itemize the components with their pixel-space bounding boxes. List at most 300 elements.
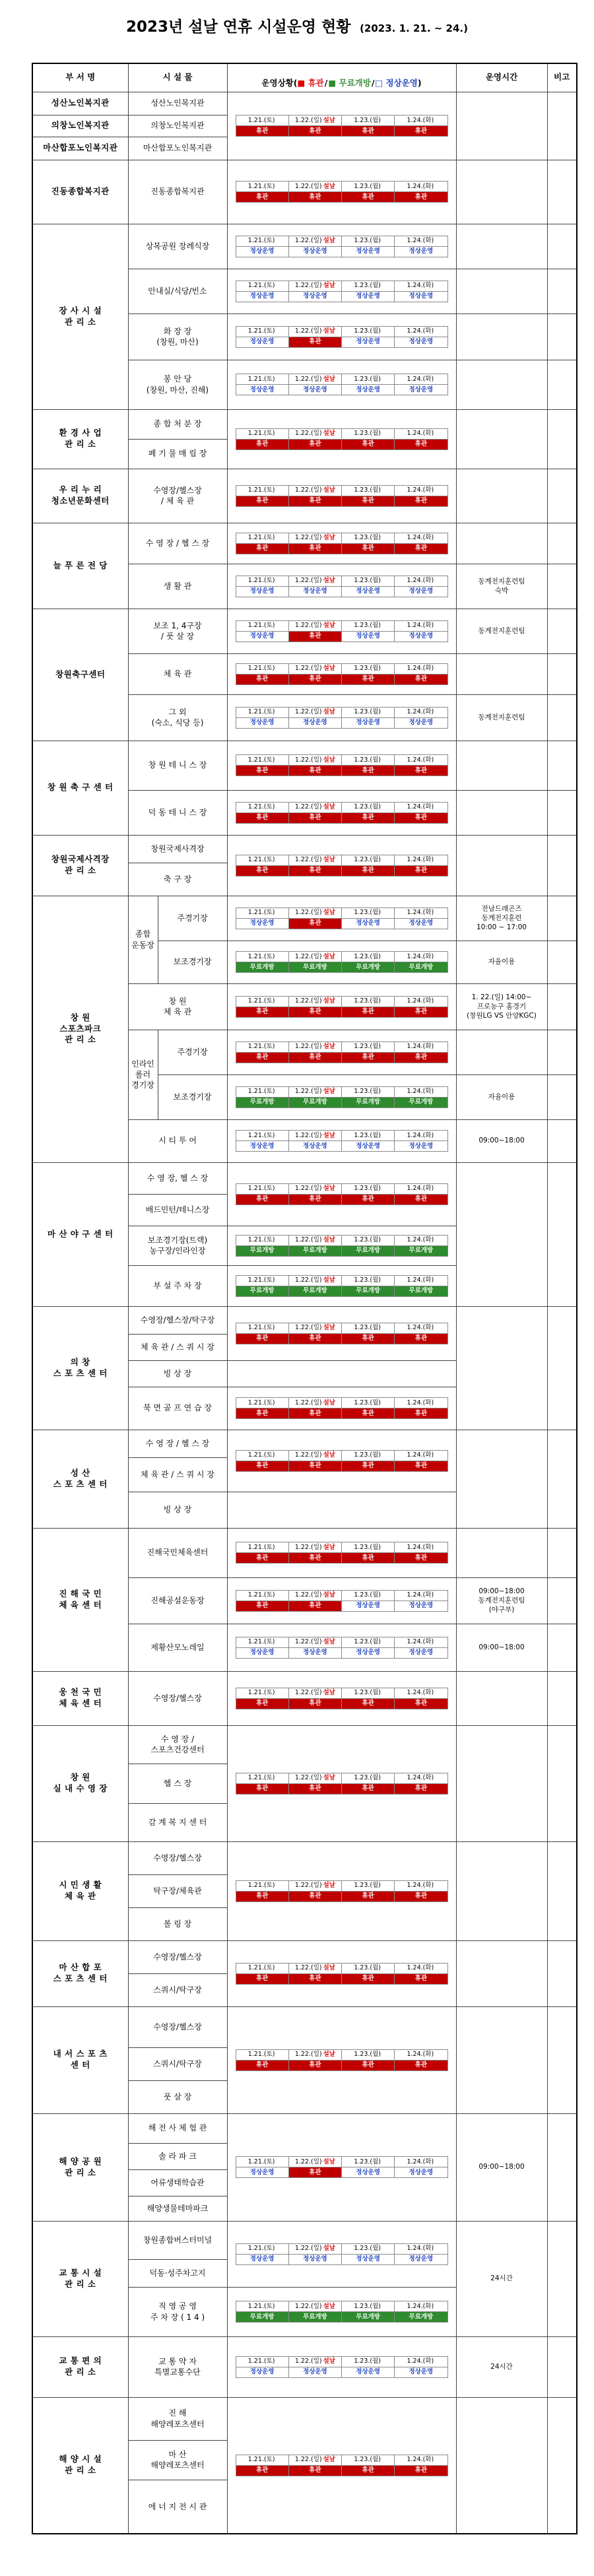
day-date-row (236, 1590, 447, 1601)
day-date-cell (288, 116, 341, 126)
day-date-cell (288, 1773, 341, 1783)
day-date: 1.24.(화) (407, 952, 434, 960)
day-date-row (236, 1637, 447, 1647)
status-chip: 무료개방 (342, 1097, 395, 1107)
day-date: 1.23.(월) (354, 282, 381, 289)
status-chip: 무료개방 (342, 1245, 395, 1256)
day-date: 1.24.(화) (407, 1591, 434, 1599)
holiday-tag: 설날 (323, 952, 335, 960)
header-status (227, 63, 456, 92)
day-date-cell (342, 996, 395, 1007)
day-date-row (236, 576, 447, 586)
day-date: 1.21.(토) (248, 430, 275, 437)
status-chip: 휴관 (288, 1601, 341, 1611)
status-chip: 무료개방 (395, 962, 447, 973)
day-date-cell (288, 1131, 341, 1141)
day-date-cell (395, 1963, 447, 1973)
day-date-cell (395, 1041, 447, 1052)
operating-time-cell: 동계전지훈련팀 (456, 609, 547, 653)
table-row (32, 835, 577, 863)
note-cell (547, 1671, 577, 1725)
day-date: 1.21.(토) (248, 1638, 275, 1645)
day-date: 1.24.(화) (407, 1399, 434, 1406)
status-chip: 휴관 (288, 1698, 341, 1709)
facility-cell: 배드민턴/테니스장 (128, 1194, 227, 1226)
day-date-row (236, 2301, 447, 2312)
day-date: 1.24.(화) (407, 708, 434, 715)
facility-cell: 진해국민체육센터 (128, 1528, 227, 1577)
status-chip: 휴관 (395, 2060, 447, 2070)
day-date: 1.21.(토) (248, 1774, 275, 1781)
facility-cell: 수영장/헬스장 (128, 1671, 227, 1725)
dept-cell: 교 통 편 의 관 리 소 (32, 2336, 128, 2397)
holiday-tag: 설날 (323, 534, 335, 541)
day-date-row (236, 663, 447, 674)
status-chip: 휴관 (236, 192, 288, 203)
day-status-row (236, 1553, 447, 1564)
day-date-cell (288, 1398, 341, 1408)
day-date: 1.21.(토) (248, 665, 275, 672)
day-date: 1.24.(화) (407, 756, 434, 764)
day-date-cell (288, 1086, 341, 1097)
day-date-row (236, 116, 447, 126)
dept-cell: 의 창 스 포 츠 센 터 (32, 1306, 128, 1430)
dept-cell: 의창노인복지관 (32, 115, 128, 137)
holiday-tag: 설날 (323, 803, 335, 810)
day-date: 1.22.(일) (294, 534, 322, 541)
operating-time-cell: 전남드래곤즈 동계전지훈련 10:00 ~ 17:00 (456, 896, 547, 941)
dept-cell: 장 사 시 설 관 리 소 (32, 224, 128, 409)
facility-cell: 진동종합복지관 (128, 160, 227, 224)
day-date-cell (236, 1183, 288, 1194)
status-chip: 휴관 (288, 1007, 341, 1017)
status-cell (227, 269, 456, 314)
facility-cell: 수영장/헬스장 / 체 육 관 (128, 469, 227, 523)
facility-cell: 종 합 처 분 장 (128, 409, 227, 439)
status-chip: 휴관 (288, 2060, 341, 2070)
day-date-row (236, 707, 447, 717)
note-cell (547, 1528, 577, 1577)
operating-time-cell (456, 1430, 547, 1528)
status-chip: 휴관 (288, 2167, 341, 2178)
day-date-cell (236, 1688, 288, 1698)
status-chip: 휴관 (342, 126, 395, 137)
status-cell (227, 1306, 456, 1360)
day-date-cell (288, 663, 341, 674)
facility-cell: 교 통 약 자 특별교통수단 (128, 2336, 227, 2397)
facility-cell: 스쿼시/탁구장 (128, 2047, 227, 2080)
day-date-row (236, 236, 447, 246)
status-cell (227, 835, 456, 896)
day-date-cell (395, 620, 447, 631)
facility-cell: 수영장/헬스장 (128, 2006, 227, 2047)
day-date-cell (395, 755, 447, 766)
day-date-cell (236, 908, 288, 918)
status-chip: 휴관 (342, 543, 395, 554)
day-status-grid (236, 1275, 448, 1297)
status-chip: 휴관 (236, 1408, 288, 1419)
day-date: 1.21.(토) (248, 375, 275, 383)
status-cell (227, 2006, 456, 2113)
day-date: 1.23.(월) (354, 2358, 381, 2365)
day-date: 1.21.(토) (248, 756, 275, 764)
day-status-row (236, 766, 447, 776)
legend-separator: / (324, 77, 328, 88)
day-date: 1.23.(월) (354, 909, 381, 916)
day-date: 1.21.(토) (248, 116, 275, 124)
note-cell (547, 609, 577, 653)
status-chip: 무료개방 (236, 1245, 288, 1256)
day-date-cell (342, 1086, 395, 1097)
holiday-tag: 설날 (323, 1131, 335, 1139)
day-date-cell (395, 707, 447, 717)
day-date-cell (342, 2243, 395, 2254)
day-date-cell (395, 576, 447, 586)
day-status-row (236, 1007, 447, 1017)
day-date-cell (395, 1773, 447, 1783)
day-date: 1.24.(화) (407, 2158, 434, 2165)
status-chip: 휴관 (288, 766, 341, 776)
day-date-cell (288, 1183, 341, 1194)
sub-facility-cell: 주경기장 (158, 896, 227, 941)
day-date: 1.22.(일) (294, 1324, 322, 1331)
status-chip: 휴관 (236, 766, 288, 776)
facility-cell: 부 설 주 차 장 (128, 1265, 227, 1306)
dept-cell: 마 산 합 포 스 포 츠 센 터 (32, 1940, 128, 2006)
status-chip: 휴관 (395, 1783, 447, 1794)
day-date: 1.24.(화) (407, 2051, 434, 2058)
holiday-tag: 설날 (323, 1043, 335, 1050)
status-cell (227, 1492, 456, 1528)
table-row (32, 523, 577, 564)
note-cell (547, 896, 577, 941)
table-row (32, 1940, 577, 1973)
status-chip: 휴관 (342, 1973, 395, 1984)
operating-time-cell: 09:00~18:00 (456, 2113, 547, 2221)
day-date-cell (236, 802, 288, 812)
operating-time-cell (456, 1030, 547, 1074)
status-chip: 정상운영 (288, 385, 341, 395)
status-chip: 정상운영 (342, 337, 395, 347)
day-date-cell (288, 620, 341, 631)
status-cell (227, 1387, 456, 1430)
day-date: 1.22.(일) (294, 622, 322, 629)
day-date-row (236, 485, 447, 496)
day-date-cell (288, 855, 341, 865)
day-date: 1.21.(토) (248, 2456, 275, 2464)
day-date: 1.24.(화) (407, 1236, 434, 1243)
facility-cell: 수 영 장 / 헬 스 장 (128, 1430, 227, 1457)
day-status-grid (236, 2356, 448, 2378)
status-chip: 무료개방 (236, 1286, 288, 1296)
holiday-tag: 설날 (323, 756, 335, 764)
day-date-row (236, 908, 447, 918)
status-chip: 정상운영 (236, 586, 288, 597)
note-cell (547, 2113, 577, 2221)
status-cell (227, 1624, 456, 1671)
status-chip: 휴관 (236, 865, 288, 876)
day-date-cell (342, 1450, 395, 1461)
day-status-row (236, 1333, 447, 1344)
facility-cell: 상복공원 장례식장 (128, 224, 227, 269)
day-date-cell (236, 326, 288, 337)
day-status-row (236, 192, 447, 203)
holiday-tag: 설날 (323, 1964, 335, 1971)
status-chip: 휴관 (395, 1007, 447, 1017)
day-date: 1.24.(화) (407, 622, 434, 629)
note-cell (547, 2006, 577, 2113)
holiday-tag: 설날 (323, 1591, 335, 1599)
holiday-tag: 설날 (323, 622, 335, 629)
status-chip: 휴관 (236, 1194, 288, 1205)
day-status-row (236, 1141, 447, 1152)
day-date-row (236, 855, 447, 865)
header-status-prefix: 운영상황( (261, 77, 298, 88)
holiday-tag: 설날 (323, 2051, 335, 2058)
day-date: 1.22.(일) (294, 1774, 322, 1781)
day-date-row (236, 620, 447, 631)
note-cell (547, 941, 577, 983)
holiday-tag: 설날 (323, 577, 335, 584)
day-date-row (236, 428, 447, 439)
dept-cell: 마 산 야 구 센 터 (32, 1162, 128, 1306)
dept-cell: 창 원 축 구 센 터 (32, 741, 128, 835)
day-date: 1.21.(토) (248, 1591, 275, 1599)
status-chip: 정상운영 (395, 246, 447, 257)
day-status-row (236, 1891, 447, 1901)
operating-time-cell: 24시간 (456, 2221, 547, 2336)
status-cell (227, 1226, 456, 1265)
legend-marker: □ (375, 77, 383, 88)
day-date: 1.24.(화) (407, 803, 434, 810)
day-date-cell (236, 485, 288, 496)
day-date: 1.24.(화) (407, 375, 434, 383)
day-date-cell (288, 1542, 341, 1553)
day-status-grid (236, 1323, 448, 1344)
status-chip: 휴관 (236, 2060, 288, 2070)
holiday-tag: 설날 (323, 1882, 335, 1889)
day-date: 1.21.(토) (248, 1276, 275, 1284)
holiday-tag: 설날 (323, 237, 335, 244)
operating-time-cell (456, 224, 547, 269)
day-date: 1.23.(월) (354, 2456, 381, 2464)
day-status-grid (236, 2156, 448, 2178)
day-date: 1.24.(화) (407, 430, 434, 437)
status-chip: 휴관 (236, 1007, 288, 1017)
day-status-row (236, 2312, 447, 2323)
status-cell (227, 983, 456, 1030)
operating-time-cell (456, 1528, 547, 1577)
status-cell (227, 1265, 456, 1306)
day-date: 1.22.(일) (294, 803, 322, 810)
day-date: 1.21.(토) (248, 1399, 275, 1406)
status-chip: 휴관 (288, 439, 341, 449)
holiday-tag: 설날 (323, 486, 335, 494)
status-chip: 휴관 (395, 2465, 447, 2476)
status-chip: 휴관 (342, 865, 395, 876)
status-chip: 휴관 (342, 2465, 395, 2476)
status-chip: 정상운영 (395, 1141, 447, 1152)
day-date-cell (236, 1773, 288, 1783)
operating-time-cell (456, 1841, 547, 1940)
day-status-row (236, 631, 447, 642)
day-status-grid (236, 181, 448, 203)
day-date: 1.21.(토) (248, 856, 275, 863)
day-date-row (236, 1235, 447, 1245)
status-cell (227, 741, 456, 790)
day-date-cell (288, 1688, 341, 1698)
day-date: 1.21.(토) (248, 1543, 275, 1551)
day-date-row (236, 2243, 447, 2254)
day-date-cell (236, 236, 288, 246)
status-chip: 정상운영 (288, 2254, 341, 2264)
day-date: 1.21.(토) (248, 237, 275, 244)
day-status-row (236, 246, 447, 257)
day-date: 1.22.(일) (294, 1882, 322, 1889)
note-cell (547, 1162, 577, 1306)
day-date-cell (288, 2455, 341, 2465)
status-chip: 휴관 (288, 1973, 341, 1984)
status-cell (227, 409, 456, 469)
title-period: (2023. 1. 21. ~ 24.) (360, 22, 468, 34)
day-date-row (236, 2455, 447, 2465)
day-status-grid (236, 1963, 448, 1985)
operating-time-cell: 자율이용 (456, 1074, 547, 1119)
day-date: 1.21.(토) (248, 909, 275, 916)
note-cell (547, 314, 577, 360)
day-date: 1.24.(화) (407, 534, 434, 541)
holiday-tag: 설날 (323, 1689, 335, 1696)
day-date-cell (342, 2049, 395, 2060)
day-status-row (236, 865, 447, 876)
day-date-cell (288, 2243, 341, 2254)
status-chip: 휴관 (395, 439, 447, 449)
status-chip: 휴관 (342, 1007, 395, 1017)
day-date-cell (288, 485, 341, 496)
day-status-grid (236, 802, 448, 824)
dept-cell: 교 통 시 설 관 리 소 (32, 2221, 128, 2336)
day-date-cell (288, 428, 341, 439)
day-status-grid (236, 281, 448, 302)
status-chip: 휴관 (395, 1553, 447, 1564)
day-date-cell (342, 1773, 395, 1783)
day-date-cell (288, 996, 341, 1007)
day-date: 1.21.(토) (248, 2358, 275, 2365)
day-date-cell (236, 182, 288, 192)
day-date: 1.22.(일) (294, 237, 322, 244)
day-date-cell (342, 620, 395, 631)
facility-cell: 헬 스 장 (128, 1764, 227, 1803)
operating-time-cell: 동계전지훈련팀 숙박 (456, 564, 547, 609)
table-row (32, 160, 577, 224)
day-date-cell (395, 1235, 447, 1245)
operating-time-cell (456, 523, 547, 564)
day-date: 1.24.(화) (407, 1638, 434, 1645)
day-status-grid (236, 236, 448, 257)
dept-cell: 환 경 사 업 관 리 소 (32, 409, 128, 469)
day-date-row (236, 755, 447, 766)
day-status-grid (236, 2301, 448, 2323)
day-status-row (236, 1973, 447, 1984)
day-status-grid (236, 620, 448, 642)
day-date-cell (395, 855, 447, 865)
facility-cell: 축 구 장 (128, 863, 227, 896)
status-cell (227, 1030, 456, 1074)
status-chip: 휴관 (236, 1783, 288, 1794)
day-date: 1.22.(일) (294, 665, 322, 672)
day-status-row (236, 337, 447, 347)
operating-time-cell (456, 269, 547, 314)
facility-cell: 체 육 관 (128, 653, 227, 694)
dept-cell: 성 산 스 포 츠 센 터 (32, 1430, 128, 1528)
legend-label: 무료개방 (336, 77, 371, 88)
status-chip: 정상운영 (288, 291, 341, 302)
day-date: 1.24.(화) (407, 1043, 434, 1050)
day-date: 1.22.(일) (294, 856, 322, 863)
status-chip: 휴관 (395, 1408, 447, 1419)
table-row (32, 1725, 577, 1764)
day-status-row (236, 2167, 447, 2178)
facility-cell: 수영장/헬스장/탁구장 (128, 1306, 227, 1334)
facility-cell: 보조경기장(트랙) 농구장/인라인장 (128, 1226, 227, 1265)
day-status-grid (236, 1450, 448, 1472)
status-chip: 정상운영 (395, 717, 447, 728)
status-chip: 정상운영 (236, 2167, 288, 2178)
day-date: 1.22.(일) (294, 116, 322, 124)
day-date-cell (395, 2455, 447, 2465)
table-row (32, 609, 577, 653)
day-date-cell (288, 281, 341, 291)
status-chip: 정상운영 (288, 1647, 341, 1658)
day-date-row (236, 1963, 447, 1973)
status-chip: 휴관 (236, 1333, 288, 1344)
table-row (32, 1430, 577, 1457)
day-date-cell (236, 374, 288, 385)
day-date: 1.24.(화) (407, 182, 434, 190)
day-date-cell (395, 1398, 447, 1408)
facility-cell: 의창노인복지관 (128, 115, 227, 137)
table-row (32, 1162, 577, 1194)
status-cell (227, 92, 456, 160)
holiday-tag: 설날 (323, 1185, 335, 1192)
status-chip: 휴관 (395, 192, 447, 203)
facility-status-table (32, 63, 578, 2534)
day-date-cell (342, 533, 395, 543)
day-date: 1.24.(화) (407, 665, 434, 672)
day-date-row (236, 533, 447, 543)
day-status-row (236, 496, 447, 506)
day-date: 1.22.(일) (294, 1591, 322, 1599)
day-date-cell (236, 576, 288, 586)
day-date-cell (395, 1086, 447, 1097)
day-date-cell (236, 1590, 288, 1601)
day-date-row (236, 1323, 447, 1333)
day-date: 1.24.(화) (407, 237, 434, 244)
day-date-cell (342, 576, 395, 586)
status-cell (227, 564, 456, 609)
facility-cell: 진 해 해양레포츠센터 (128, 2397, 227, 2440)
day-status-row (236, 1052, 447, 1063)
status-chip: 휴관 (395, 865, 447, 876)
status-cell (227, 694, 456, 741)
status-chip: 정상운영 (395, 1601, 447, 1611)
facility-cell: 보조 1, 4구장 / 풋 살 장 (128, 609, 227, 653)
day-date: 1.23.(월) (354, 1451, 381, 1459)
dept-cell: 우 리 누 리 청소년문화센터 (32, 469, 128, 523)
day-date-cell (342, 116, 395, 126)
status-chip: 휴관 (236, 812, 288, 823)
legend-label: 휴관 (305, 77, 324, 88)
